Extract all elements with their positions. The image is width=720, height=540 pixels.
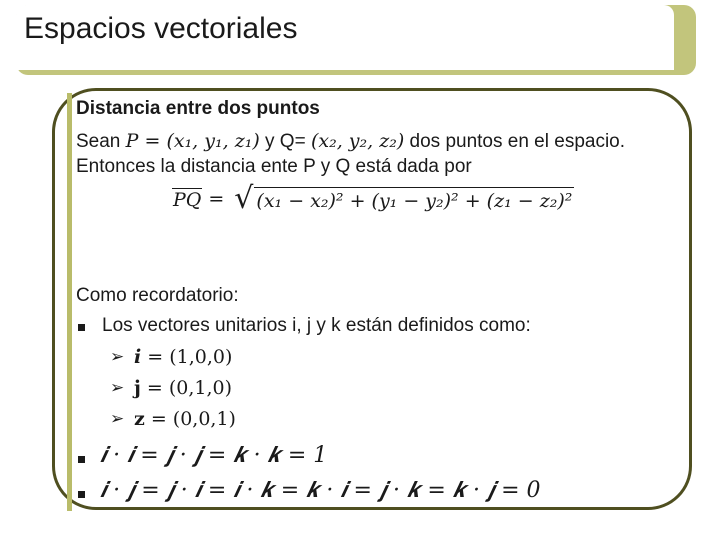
- square-bullet-icon: [78, 456, 85, 463]
- left-accent-rule: [67, 93, 72, 511]
- dot-product-equation-1: 𝒊 · 𝒊 = 𝒋 · 𝒋 = 𝒌 · 𝒌 = 1: [100, 443, 328, 468]
- arrow-bullet-icon: ➢: [110, 347, 125, 366]
- point-p-definition: P = (x₁, y₁, z₁): [125, 130, 260, 152]
- unit-vector-z-value: = (0,0,1): [144, 408, 236, 430]
- unit-vector-j-value: = (0,1,0): [140, 377, 233, 399]
- reminder-intro: Como recordatorio:: [76, 285, 239, 306]
- square-bullet-icon: [78, 491, 85, 498]
- unit-vector-j-var: j: [134, 377, 141, 399]
- formula-lhs: PQ: [173, 188, 202, 211]
- unit-vector-i: [134, 346, 232, 368]
- dot-product-equation-2: 𝒊 · 𝒋 = 𝒋 · 𝒊 = 𝒊 · 𝒌 = 𝒌 · 𝒊 = 𝒋 · 𝒌 = 𝒌 · 𝒋 = 0: [100, 478, 541, 503]
- distance-formula: [172, 181, 574, 216]
- unit-vector-i-value: = (1,0,0): [141, 346, 233, 368]
- definition-line-2: Entonces la distancia ente P y Q está dada por: [76, 156, 472, 177]
- sean-text: Sean: [76, 131, 121, 152]
- unit-vector-z-var: z: [134, 408, 145, 430]
- arrow-bullet-icon: ➢: [110, 409, 125, 428]
- definition-line-1: [76, 130, 625, 153]
- sqrt-icon: √: [234, 181, 254, 216]
- slide-title: Espacios vectoriales: [24, 12, 298, 45]
- square-bullet-icon: [78, 324, 85, 331]
- section-heading: Distancia entre dos puntos: [76, 98, 320, 119]
- arrow-bullet-icon: ➢: [110, 378, 125, 397]
- point-q-definition: (x₂, y₂, z₂): [310, 130, 405, 152]
- unit-vector-z: [134, 408, 236, 430]
- formula-radicand: (x₁ − x₂)² + (y₁ − y₂)² + (z₁ − z₂)²: [254, 187, 574, 212]
- y-q-text: y Q=: [265, 131, 306, 152]
- unit-vector-i-var: i: [134, 346, 142, 368]
- unit-vectors-bullet: Los vectores unitarios i, j y k están definidos como:: [102, 315, 531, 336]
- unit-vector-j: [134, 377, 232, 399]
- line1-tail-text: dos puntos en el espacio.: [409, 131, 626, 152]
- formula-equals: =: [208, 188, 225, 210]
